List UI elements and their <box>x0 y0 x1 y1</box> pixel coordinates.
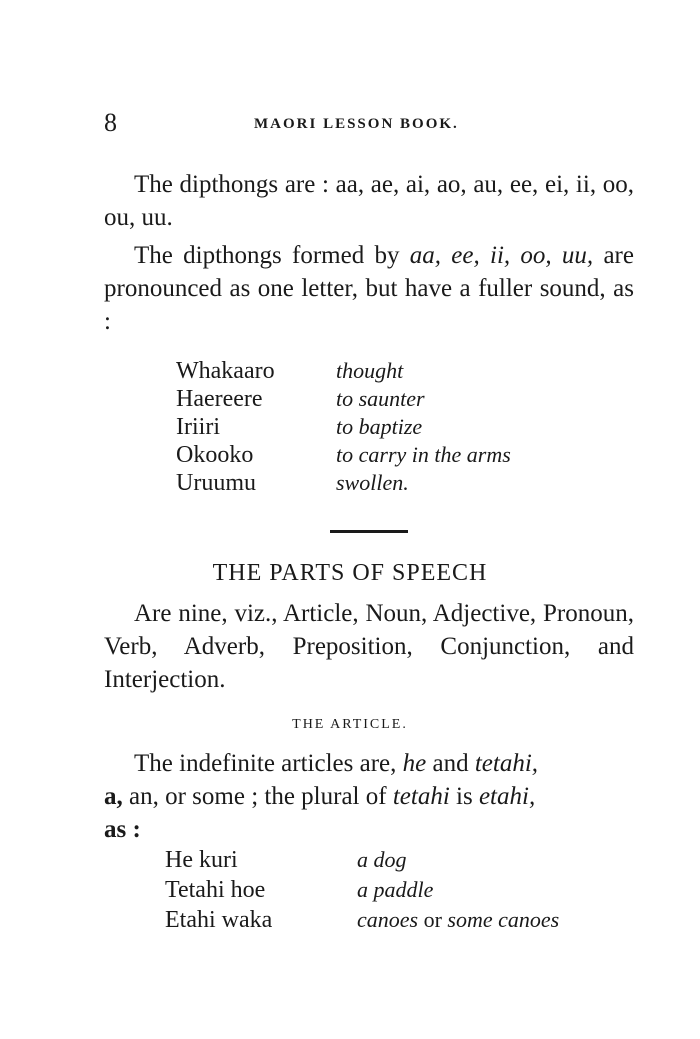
example-gloss: to saunter <box>336 386 425 411</box>
example-term: He kuri <box>165 847 238 873</box>
example-term: Uruumu <box>176 470 256 496</box>
table-row <box>165 845 559 875</box>
example-term: Tetahi hoe <box>165 877 266 903</box>
example-term: Iriiri <box>176 414 220 440</box>
section-divider <box>330 530 408 533</box>
example-term: Etahi waka <box>165 907 273 933</box>
parts-of-speech-paragraph: Are nine, viz., Article, Noun, Adjective, Pronoun, Verb, Adverb, Preposition, Conjunction, and Interjection. <box>104 600 634 693</box>
example-gloss: swollen. <box>336 470 409 495</box>
example-gloss: to baptize <box>336 414 423 439</box>
example-gloss: a dog <box>357 847 407 872</box>
article-heading: THE ARTICLE. <box>292 717 408 732</box>
table-row <box>176 357 511 385</box>
running-head <box>104 108 634 138</box>
diphthongs-formed-paragraph: The dipthongs formed by aa, ee, ii, oo, uu, are pronounced as one letter, but have a fuller sound, as : <box>104 242 634 335</box>
diphthongs-paragraph: The dipthongs are : aa, ae, ai, ao, au, ee, ei, ii, oo, ou, uu. <box>104 171 634 231</box>
table-row <box>176 441 511 469</box>
example-gloss: canoes or some canoes <box>357 907 560 932</box>
example-term: Haereere <box>176 386 263 412</box>
table-row <box>165 875 559 905</box>
article-examples-table <box>165 845 559 935</box>
diphthong-examples-table <box>176 357 511 497</box>
example-term: Okooko <box>176 442 254 468</box>
example-gloss: a paddle <box>357 877 434 902</box>
page-number: 8 <box>104 108 117 137</box>
parts-of-speech-heading: THE PARTS OF SPEECH <box>212 560 488 586</box>
table-row <box>176 385 511 413</box>
running-title: MAORI LESSON BOOK. <box>254 116 459 132</box>
article-paragraph: The indefinite articles are, he and tetahi, a, an, or some ; the plural of tetahi is etahi, as : <box>104 750 539 843</box>
example-gloss: thought <box>336 358 404 383</box>
table-row <box>165 905 559 935</box>
example-term: Whakaaro <box>176 358 275 384</box>
table-row <box>176 469 511 497</box>
table-row <box>176 413 511 441</box>
example-gloss: to carry in the arms <box>336 442 511 467</box>
